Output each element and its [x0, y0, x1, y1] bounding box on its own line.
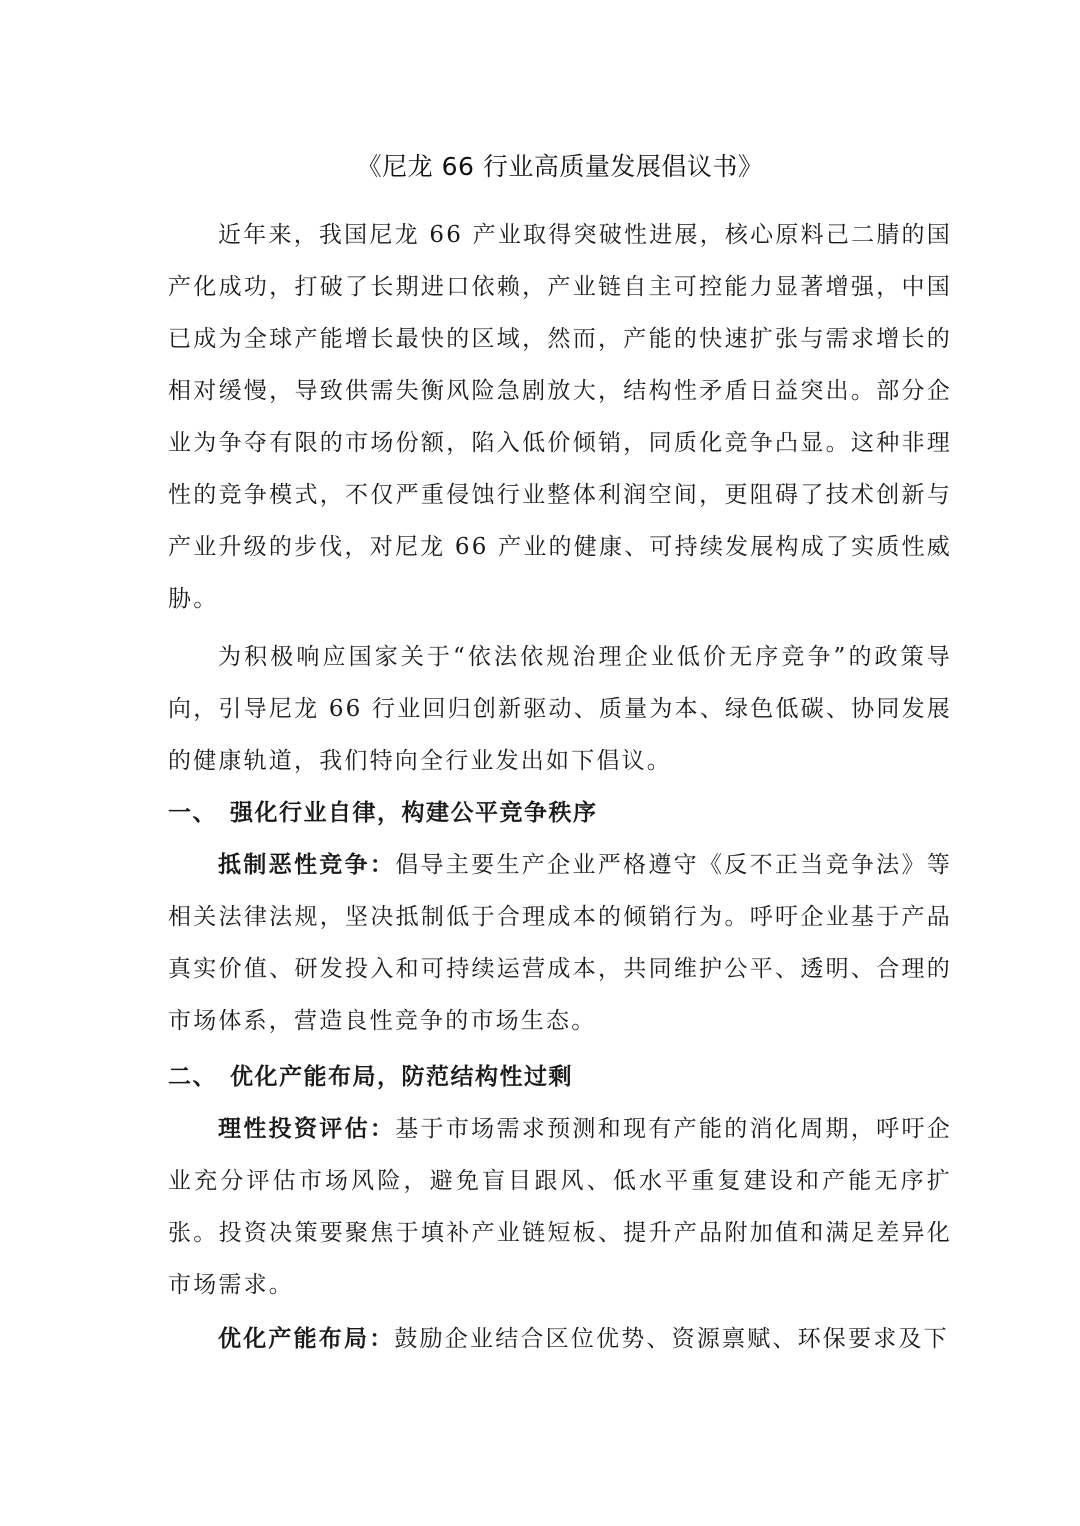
- intro-paragraph-block: [168, 209, 952, 625]
- section-1-heading-block: [168, 787, 952, 839]
- section-1-item-1-text: 倡导主要生产企业严格遵守《反不正当竞争法》等相关法律法规，坚决抵制低于合理成本的倾销行为。呼吁企业基于产品真实价值、研发投入和可持续运营成本，共同维护公平、透明、合理的市场体系，营造良性竞争的市场生态。: [168, 852, 952, 1034]
- section-1-item-1: [168, 839, 952, 1047]
- section-2-item-1-lead: 理性投资评估：: [218, 1116, 396, 1142]
- section-1-heading: [168, 787, 952, 839]
- section-1-item-1-lead: 抵制恶性竞争：: [218, 852, 396, 878]
- section-2-number: 二、: [168, 1064, 217, 1090]
- section-2-item-1: [168, 1103, 952, 1311]
- response-paragraph: 为积极响应国家关于“依法依规治理企业低价无序竞争”的政策导向，引导尼龙 66 行业回归创新驱动、质量为本、绿色低碳、协同发展的健康轨道，我们特向全行业发出如下倡议。: [168, 644, 952, 774]
- response-paragraph-block: [168, 631, 952, 787]
- section-2-item-2: [168, 1313, 952, 1365]
- section-2-item-2-lead: 优化产能布局：: [218, 1326, 395, 1352]
- section-2-item-2-text: 鼓励企业结合区位优势、资源禀赋、环保要求及下: [394, 1326, 949, 1352]
- section-1-title: 强化行业自律，构建公平竞争秩序: [230, 800, 598, 826]
- section-1-number: 一、: [168, 800, 217, 826]
- section-1-item-1-block: [168, 839, 952, 1047]
- section-2-item-2-block: [168, 1313, 952, 1365]
- section-2-heading: [168, 1051, 952, 1103]
- intro-paragraph: 近年来，我国尼龙 66 产业取得突破性进展，核心原料己二腈的国产化成功，打破了长期进口依赖，产业链自主可控能力显著增强，中国已成为全球产能增长最快的区域，然而，产能的快速扩张与需求增长的相对缓慢，导致供需失衡风险急剧放大，结构性矛盾日益突出。部分企业为争夺有限的市场份额，陷入低价倾销，同质化竞争凸显。这种非理性的竞争模式，不仅严重侵蚀行业整体利润空间，更阻碍了技术创新与产业升级的步伐，对尼龙 66 产业的健康、可持续发展构成了实质性威胁。: [168, 222, 952, 612]
- document-title: 《尼龙 66 行业高质量发展倡议书》: [356, 152, 764, 181]
- section-2-item-1-text: 基于市场需求预测和现有产能的消化周期，呼吁企业充分评估市场风险，避免盲目跟风、低水平重复建设和产能无序扩张。投资决策要聚焦于填补产业链短板、提升产品附加值和满足差异化市场需求。: [168, 1116, 952, 1298]
- section-2-heading-block: [168, 1051, 952, 1103]
- section-2-title: 优化产能布局，防范结构性过剩: [230, 1064, 573, 1090]
- section-2-item-1-block: [168, 1103, 952, 1311]
